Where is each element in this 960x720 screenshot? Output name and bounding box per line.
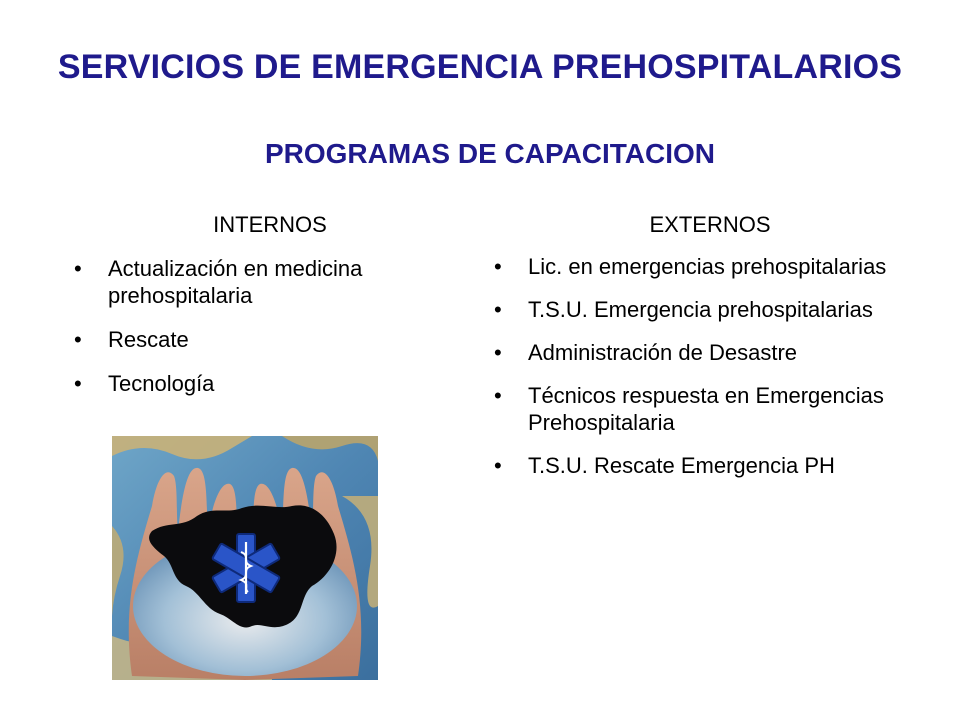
list-item: • Actualización en medicina prehospitalaria bbox=[74, 255, 434, 309]
hands-map-illustration bbox=[112, 436, 378, 680]
hands-map-image bbox=[112, 436, 378, 680]
slide-subtitle: PROGRAMAS DE CAPACITACION bbox=[264, 138, 716, 169]
internos-list bbox=[74, 255, 434, 414]
externos-heading: EXTERNOS bbox=[649, 212, 771, 237]
list-item: • T.S.U. Emergencia prehospitalarias bbox=[494, 296, 914, 323]
list-item: • Rescate bbox=[74, 326, 434, 353]
list-item: • Técnicos respuesta en Emergencias Prehospitalaria bbox=[494, 382, 914, 436]
internos-heading: INTERNOS bbox=[213, 212, 327, 237]
slide-title: SERVICIOS DE EMERGENCIA PREHOSPITALARIOS bbox=[57, 48, 903, 86]
list-item: • T.S.U. Rescate Emergencia PH bbox=[494, 452, 914, 479]
list-item: • Lic. en emergencias prehospitalarias bbox=[494, 253, 914, 280]
externos-list bbox=[494, 253, 914, 495]
list-item: • Administración de Desastre bbox=[494, 339, 914, 366]
list-item: • Tecnología bbox=[74, 370, 434, 397]
